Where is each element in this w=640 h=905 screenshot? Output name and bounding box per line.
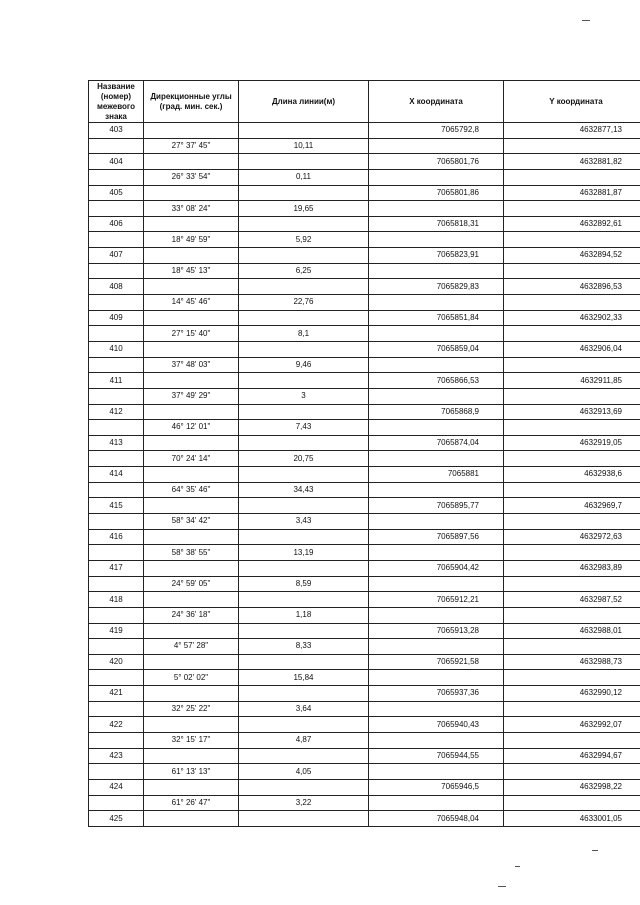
y-coordinate: 4632972,63 — [504, 529, 640, 545]
y-coordinate: 4632902,33 — [504, 310, 640, 326]
header-point-name: Название (номер) межевого знака — [89, 81, 144, 123]
x-coordinate: 7065874,04 — [369, 435, 504, 451]
point-name: 407 — [89, 248, 144, 264]
point-name: 415 — [89, 498, 144, 514]
x-coordinate: 7065921,58 — [369, 654, 504, 670]
empty-cell — [144, 373, 239, 389]
empty-cell — [504, 732, 640, 748]
empty-cell — [239, 248, 369, 264]
empty-cell — [144, 654, 239, 670]
empty-cell — [239, 592, 369, 608]
point-name: 418 — [89, 592, 144, 608]
point-name: 403 — [89, 123, 144, 139]
empty-cell — [239, 529, 369, 545]
point-row — [89, 123, 640, 139]
empty-cell — [89, 388, 144, 404]
empty-cell — [369, 764, 504, 780]
x-coordinate: 7065946,5 — [369, 779, 504, 795]
point-name: 410 — [89, 341, 144, 357]
empty-cell — [144, 279, 239, 295]
empty-cell — [504, 388, 640, 404]
direction-angle: 61° 13' 13" — [144, 764, 239, 780]
empty-cell — [504, 138, 640, 154]
empty-cell — [369, 701, 504, 717]
direction-angle: 18° 45' 13" — [144, 263, 239, 279]
empty-cell — [504, 263, 640, 279]
point-name: 409 — [89, 310, 144, 326]
direction-angle: 37° 49' 29" — [144, 388, 239, 404]
empty-cell — [144, 529, 239, 545]
y-coordinate: 4632881,82 — [504, 154, 640, 170]
y-coordinate: 4632906,04 — [504, 341, 640, 357]
point-name: 411 — [89, 373, 144, 389]
y-coordinate: 4632892,61 — [504, 216, 640, 232]
header-line-length: Длина линии(м) — [239, 81, 369, 123]
y-coordinate: 4632911,85 — [504, 373, 640, 389]
line-length: 19,65 — [239, 201, 369, 217]
line-length: 1,18 — [239, 607, 369, 623]
empty-cell — [89, 764, 144, 780]
scan-mark — [498, 886, 506, 887]
line-length: 15,84 — [239, 670, 369, 686]
point-row — [89, 686, 640, 702]
point-name: 413 — [89, 435, 144, 451]
empty-cell — [504, 545, 640, 561]
y-coordinate: 4632881,87 — [504, 185, 640, 201]
empty-cell — [144, 435, 239, 451]
empty-cell — [144, 310, 239, 326]
direction-angle: 46° 12' 01" — [144, 420, 239, 436]
empty-cell — [144, 123, 239, 139]
point-row — [89, 654, 640, 670]
direction-angle: 33° 08' 24" — [144, 201, 239, 217]
line-length: 20,75 — [239, 451, 369, 467]
empty-cell — [144, 216, 239, 232]
x-coordinate: 7065823,91 — [369, 248, 504, 264]
empty-cell — [369, 420, 504, 436]
empty-cell — [89, 670, 144, 686]
x-coordinate: 7065944,55 — [369, 748, 504, 764]
empty-cell — [89, 201, 144, 217]
segment-row — [89, 201, 640, 217]
empty-cell — [504, 482, 640, 498]
empty-cell — [369, 326, 504, 342]
segment-row — [89, 138, 640, 154]
empty-cell — [239, 123, 369, 139]
line-length: 3 — [239, 388, 369, 404]
boundary-coordinates-table — [88, 80, 640, 827]
segment-row — [89, 639, 640, 655]
x-coordinate: 7065851,84 — [369, 310, 504, 326]
empty-cell — [239, 467, 369, 483]
y-coordinate: 4632969,7 — [504, 498, 640, 514]
segment-row — [89, 263, 640, 279]
segment-row — [89, 732, 640, 748]
empty-cell — [89, 607, 144, 623]
segment-row — [89, 607, 640, 623]
point-row — [89, 248, 640, 264]
empty-cell — [144, 185, 239, 201]
empty-cell — [144, 748, 239, 764]
line-length: 0,11 — [239, 169, 369, 185]
y-coordinate: 4632877,13 — [504, 123, 640, 139]
empty-cell — [89, 451, 144, 467]
empty-cell — [89, 795, 144, 811]
segment-row — [89, 169, 640, 185]
empty-cell — [369, 545, 504, 561]
point-row — [89, 435, 640, 451]
empty-cell — [369, 451, 504, 467]
point-row — [89, 560, 640, 576]
point-row — [89, 341, 640, 357]
direction-angle: 37° 48' 03" — [144, 357, 239, 373]
empty-cell — [369, 482, 504, 498]
point-row — [89, 592, 640, 608]
empty-cell — [504, 607, 640, 623]
empty-cell — [504, 514, 640, 530]
empty-cell — [504, 420, 640, 436]
empty-cell — [239, 686, 369, 702]
empty-cell — [239, 748, 369, 764]
point-name: 417 — [89, 560, 144, 576]
direction-angle: 70° 24' 14" — [144, 451, 239, 467]
y-coordinate: 4632894,52 — [504, 248, 640, 264]
point-name: 423 — [89, 748, 144, 764]
empty-cell — [89, 639, 144, 655]
empty-cell — [239, 341, 369, 357]
x-coordinate: 7065897,56 — [369, 529, 504, 545]
empty-cell — [369, 138, 504, 154]
scan-mark — [515, 866, 520, 867]
line-length: 7,43 — [239, 420, 369, 436]
point-name: 404 — [89, 154, 144, 170]
empty-cell — [504, 357, 640, 373]
header-x-coordinate: X координата — [369, 81, 504, 123]
line-length: 4,87 — [239, 732, 369, 748]
segment-row — [89, 420, 640, 436]
empty-cell — [504, 701, 640, 717]
empty-cell — [239, 216, 369, 232]
segment-row — [89, 451, 640, 467]
empty-cell — [369, 795, 504, 811]
empty-cell — [504, 639, 640, 655]
direction-angle: 58° 34' 42" — [144, 514, 239, 530]
empty-cell — [239, 404, 369, 420]
empty-cell — [504, 764, 640, 780]
point-row — [89, 185, 640, 201]
empty-cell — [144, 623, 239, 639]
point-row — [89, 779, 640, 795]
direction-angle: 61° 26' 47" — [144, 795, 239, 811]
empty-cell — [239, 654, 369, 670]
line-length: 3,22 — [239, 795, 369, 811]
empty-cell — [369, 639, 504, 655]
scan-mark — [582, 20, 590, 21]
point-row — [89, 529, 640, 545]
line-length: 3,43 — [239, 514, 369, 530]
line-length: 22,76 — [239, 295, 369, 311]
empty-cell — [239, 154, 369, 170]
point-name: 416 — [89, 529, 144, 545]
empty-cell — [504, 326, 640, 342]
point-name: 421 — [89, 686, 144, 702]
empty-cell — [89, 357, 144, 373]
segment-row — [89, 232, 640, 248]
empty-cell — [369, 576, 504, 592]
empty-cell — [144, 154, 239, 170]
point-name: 414 — [89, 467, 144, 483]
x-coordinate: 7065868,9 — [369, 404, 504, 420]
segment-row — [89, 514, 640, 530]
empty-cell — [144, 717, 239, 733]
x-coordinate: 7065866,53 — [369, 373, 504, 389]
point-name: 422 — [89, 717, 144, 733]
segment-row — [89, 576, 640, 592]
direction-angle: 5° 02' 02" — [144, 670, 239, 686]
empty-cell — [504, 795, 640, 811]
line-length: 8,33 — [239, 639, 369, 655]
direction-angle: 27° 37' 45" — [144, 138, 239, 154]
empty-cell — [239, 560, 369, 576]
line-length: 8,59 — [239, 576, 369, 592]
empty-cell — [89, 326, 144, 342]
empty-cell — [144, 341, 239, 357]
direction-angle: 14° 45' 46" — [144, 295, 239, 311]
table-header-row — [89, 81, 640, 123]
header-direction-angle: Дирекционные углы (град. мин. сек.) — [144, 81, 239, 123]
point-name: 419 — [89, 623, 144, 639]
y-coordinate: 4632983,89 — [504, 560, 640, 576]
point-row — [89, 623, 640, 639]
empty-cell — [144, 811, 239, 827]
empty-cell — [239, 779, 369, 795]
direction-angle: 32° 25' 22" — [144, 701, 239, 717]
empty-cell — [369, 357, 504, 373]
empty-cell — [369, 295, 504, 311]
point-row — [89, 811, 640, 827]
empty-cell — [239, 310, 369, 326]
point-name: 406 — [89, 216, 144, 232]
empty-cell — [369, 514, 504, 530]
point-row — [89, 748, 640, 764]
empty-cell — [89, 232, 144, 248]
empty-cell — [369, 201, 504, 217]
empty-cell — [89, 576, 144, 592]
point-row — [89, 154, 640, 170]
point-row — [89, 717, 640, 733]
segment-row — [89, 357, 640, 373]
empty-cell — [369, 607, 504, 623]
point-row — [89, 498, 640, 514]
point-row — [89, 467, 640, 483]
point-name: 420 — [89, 654, 144, 670]
y-coordinate: 4632938,6 — [504, 467, 640, 483]
segment-row — [89, 670, 640, 686]
point-row — [89, 310, 640, 326]
direction-angle: 24° 59' 05" — [144, 576, 239, 592]
point-name: 424 — [89, 779, 144, 795]
empty-cell — [144, 592, 239, 608]
segment-row — [89, 764, 640, 780]
direction-angle: 64° 35' 46" — [144, 482, 239, 498]
segment-row — [89, 701, 640, 717]
segment-row — [89, 545, 640, 561]
direction-angle: 18° 49' 59" — [144, 232, 239, 248]
direction-angle: 58° 38' 55" — [144, 545, 239, 561]
line-length: 3,64 — [239, 701, 369, 717]
empty-cell — [504, 232, 640, 248]
x-coordinate: 7065912,21 — [369, 592, 504, 608]
y-coordinate: 4632913,69 — [504, 404, 640, 420]
segment-row — [89, 482, 640, 498]
empty-cell — [369, 388, 504, 404]
empty-cell — [504, 169, 640, 185]
point-row — [89, 404, 640, 420]
empty-cell — [144, 404, 239, 420]
empty-cell — [239, 373, 369, 389]
empty-cell — [89, 732, 144, 748]
empty-cell — [369, 232, 504, 248]
empty-cell — [239, 279, 369, 295]
direction-angle: 4° 57' 28" — [144, 639, 239, 655]
empty-cell — [89, 169, 144, 185]
empty-cell — [239, 498, 369, 514]
y-coordinate: 4632998,22 — [504, 779, 640, 795]
x-coordinate: 7065937,36 — [369, 686, 504, 702]
point-name: 425 — [89, 811, 144, 827]
direction-angle: 26° 33' 54" — [144, 169, 239, 185]
line-length: 5,92 — [239, 232, 369, 248]
line-length: 13,19 — [239, 545, 369, 561]
empty-cell — [89, 482, 144, 498]
line-length: 34,43 — [239, 482, 369, 498]
empty-cell — [144, 686, 239, 702]
empty-cell — [89, 545, 144, 561]
empty-cell — [504, 451, 640, 467]
y-coordinate: 4632987,52 — [504, 592, 640, 608]
direction-angle: 32° 15' 17" — [144, 732, 239, 748]
y-coordinate: 4632988,01 — [504, 623, 640, 639]
x-coordinate: 7065913,28 — [369, 623, 504, 639]
direction-angle: 24° 36' 18" — [144, 607, 239, 623]
empty-cell — [144, 467, 239, 483]
point-row — [89, 279, 640, 295]
empty-cell — [89, 263, 144, 279]
empty-cell — [369, 263, 504, 279]
point-name: 412 — [89, 404, 144, 420]
point-name: 408 — [89, 279, 144, 295]
line-length: 4,05 — [239, 764, 369, 780]
y-coordinate: 4632992,07 — [504, 717, 640, 733]
x-coordinate: 7065829,83 — [369, 279, 504, 295]
y-coordinate: 4632896,53 — [504, 279, 640, 295]
empty-cell — [89, 295, 144, 311]
point-row — [89, 216, 640, 232]
line-length: 9,46 — [239, 357, 369, 373]
segment-row — [89, 388, 640, 404]
x-coordinate: 7065801,86 — [369, 185, 504, 201]
segment-row — [89, 295, 640, 311]
empty-cell — [239, 623, 369, 639]
x-coordinate: 7065881 — [369, 467, 504, 483]
y-coordinate: 4633001,05 — [504, 811, 640, 827]
scan-mark — [592, 850, 598, 851]
x-coordinate: 7065818,31 — [369, 216, 504, 232]
empty-cell — [89, 138, 144, 154]
empty-cell — [239, 811, 369, 827]
segment-row — [89, 326, 640, 342]
empty-cell — [369, 169, 504, 185]
empty-cell — [504, 670, 640, 686]
line-length: 10,11 — [239, 138, 369, 154]
line-length: 6,25 — [239, 263, 369, 279]
x-coordinate: 7065904,42 — [369, 560, 504, 576]
empty-cell — [504, 295, 640, 311]
x-coordinate: 7065859,04 — [369, 341, 504, 357]
line-length: 8,1 — [239, 326, 369, 342]
y-coordinate: 4632990,12 — [504, 686, 640, 702]
empty-cell — [89, 514, 144, 530]
x-coordinate: 7065792,8 — [369, 123, 504, 139]
point-row — [89, 373, 640, 389]
empty-cell — [144, 248, 239, 264]
empty-cell — [144, 779, 239, 795]
empty-cell — [144, 560, 239, 576]
empty-cell — [239, 717, 369, 733]
y-coordinate: 4632994,67 — [504, 748, 640, 764]
x-coordinate: 7065801,76 — [369, 154, 504, 170]
empty-cell — [89, 701, 144, 717]
y-coordinate: 4632988,73 — [504, 654, 640, 670]
x-coordinate: 7065948,04 — [369, 811, 504, 827]
segment-row — [89, 795, 640, 811]
point-name: 405 — [89, 185, 144, 201]
x-coordinate: 7065895,77 — [369, 498, 504, 514]
empty-cell — [504, 201, 640, 217]
empty-cell — [89, 420, 144, 436]
y-coordinate: 4632919,05 — [504, 435, 640, 451]
empty-cell — [239, 185, 369, 201]
empty-cell — [369, 732, 504, 748]
empty-cell — [144, 498, 239, 514]
direction-angle: 27° 15' 40" — [144, 326, 239, 342]
x-coordinate: 7065940,43 — [369, 717, 504, 733]
empty-cell — [504, 576, 640, 592]
empty-cell — [239, 435, 369, 451]
header-y-coordinate: Y координата — [504, 81, 640, 123]
empty-cell — [369, 670, 504, 686]
